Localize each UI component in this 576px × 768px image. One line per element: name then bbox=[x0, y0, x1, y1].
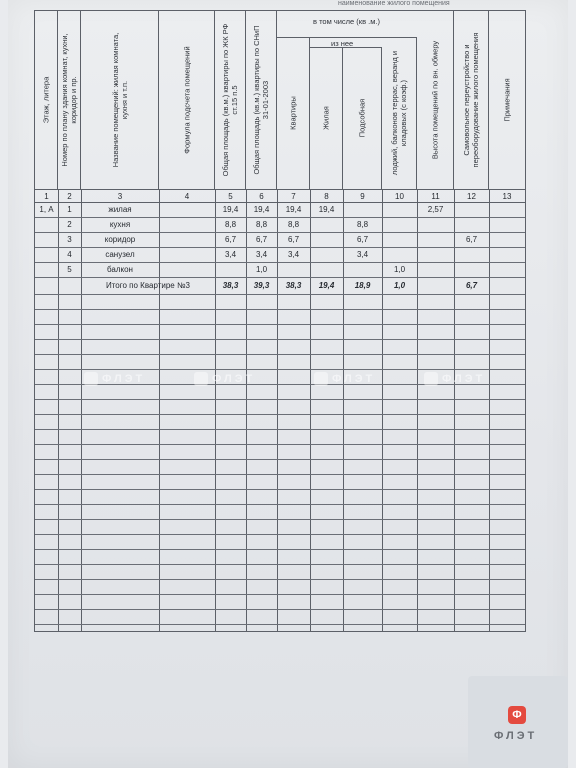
header-room-number-text: Номер по плану здания комнат, кухни, коридор и пр. bbox=[60, 33, 78, 167]
empty-row bbox=[35, 505, 525, 520]
cell-c7: 8,8 bbox=[287, 220, 300, 229]
watermark-logo-icon bbox=[84, 372, 98, 386]
empty-row bbox=[35, 535, 525, 550]
total-c6: 39,3 bbox=[253, 281, 270, 290]
total-label: Итого по Квартире №3 bbox=[105, 281, 191, 290]
cell-c11: 2,57 bbox=[427, 205, 444, 214]
empty-row bbox=[35, 490, 525, 505]
empty-row bbox=[35, 610, 525, 625]
empty-row bbox=[35, 355, 525, 370]
header-notes-text: Примечания bbox=[502, 78, 512, 122]
subgroup-label: из нее bbox=[331, 39, 354, 48]
cell-n: 2 bbox=[67, 220, 72, 229]
header-area-snip bbox=[246, 11, 277, 189]
cell-name: кухня bbox=[109, 220, 131, 229]
empty-row bbox=[35, 340, 525, 355]
header-room-number bbox=[58, 11, 81, 189]
empty-row bbox=[35, 550, 525, 565]
header-self-rebuild-text: Самовольное переустройство и переоборудование жилого помещения bbox=[462, 32, 480, 168]
header-auxiliary bbox=[343, 47, 382, 189]
cell-c6: 3,4 bbox=[255, 250, 268, 259]
cell-c6: 8,8 bbox=[255, 220, 268, 229]
watermark-logo-icon bbox=[194, 372, 208, 386]
group-label: в том числе (кв .м.) bbox=[313, 17, 380, 26]
total-c8: 19,4 bbox=[318, 281, 335, 290]
total-c7: 38,3 bbox=[285, 281, 302, 290]
col-num: 7 bbox=[291, 192, 296, 201]
header-room-name-text: Название помещений: жилая комната, кухня и т.п. bbox=[110, 32, 129, 168]
header-auxiliary-text: Подсобная bbox=[357, 98, 367, 138]
empty-row bbox=[35, 385, 525, 400]
header-floor bbox=[35, 11, 58, 189]
watermark: ФЛЭТ bbox=[314, 372, 375, 386]
watermark-logo-icon bbox=[314, 372, 328, 386]
watermark: ФЛЭТ bbox=[424, 372, 485, 386]
header-loggia bbox=[382, 37, 417, 189]
table-row bbox=[35, 218, 525, 233]
table-row bbox=[35, 233, 525, 248]
header-apartment bbox=[277, 37, 310, 189]
cell-c7: 19,4 bbox=[285, 205, 302, 214]
header-self-rebuild bbox=[454, 11, 489, 189]
header-apartment-text: Квартиры bbox=[288, 96, 298, 130]
col-num: 4 bbox=[184, 192, 190, 201]
cell-n: 1 bbox=[67, 205, 72, 214]
header-notes bbox=[489, 11, 525, 189]
watermark-logo-icon bbox=[424, 372, 438, 386]
empty-row bbox=[35, 430, 525, 445]
cell-name: коридор bbox=[104, 235, 136, 244]
header-formula bbox=[159, 11, 215, 189]
cell-c6: 6,7 bbox=[255, 235, 268, 244]
cell-name: санузел bbox=[105, 250, 135, 259]
empty-row bbox=[35, 520, 525, 535]
empty-row bbox=[35, 325, 525, 340]
cell-c12: 6,7 bbox=[465, 235, 478, 244]
cell-c9: 3,4 bbox=[356, 250, 369, 259]
empty-row bbox=[35, 595, 525, 610]
header-living bbox=[310, 47, 343, 189]
header-room-name bbox=[81, 11, 159, 189]
col-num: 2 bbox=[67, 192, 72, 201]
table-row bbox=[35, 263, 525, 278]
total-c12: 6,7 bbox=[465, 281, 478, 290]
header-area-jk-text: Общая площадь (кв.м.) квартиры по ЖК РФ ст.15 п.5 bbox=[221, 23, 239, 177]
explication-table bbox=[34, 10, 526, 632]
header-height-text: Высота помещений по вн. обмеру bbox=[430, 40, 440, 160]
empty-row bbox=[35, 445, 525, 460]
table-row bbox=[35, 248, 525, 263]
cell-c6: 1,0 bbox=[255, 265, 268, 274]
col-num: 10 bbox=[395, 192, 404, 201]
header-area-snip-text: Общая площадь (кв.м.) квартиры по СНиП 31-01-2003 bbox=[252, 25, 270, 175]
cell-c10: 1,0 bbox=[393, 265, 406, 274]
cell-c5: 8,8 bbox=[224, 220, 237, 229]
cell-n: 5 bbox=[67, 265, 72, 274]
col-num: 5 bbox=[228, 192, 233, 201]
cell-c8: 19,4 bbox=[318, 205, 335, 214]
header-area-jk bbox=[215, 11, 246, 189]
cell-c6: 19,4 bbox=[253, 205, 270, 214]
col-num: 8 bbox=[324, 192, 329, 201]
watermark: ФЛЭТ bbox=[84, 372, 145, 386]
cell-n: 4 bbox=[67, 250, 72, 259]
col-num: 13 bbox=[502, 192, 512, 201]
header-formula-text: Формула подсчета помещений bbox=[182, 46, 191, 154]
empty-row bbox=[35, 415, 525, 430]
empty-row bbox=[35, 580, 525, 595]
empty-row bbox=[35, 475, 525, 490]
table-row bbox=[35, 203, 525, 218]
cell-c5: 6,7 bbox=[224, 235, 237, 244]
col-num: 12 bbox=[467, 192, 476, 201]
cell-c5: 19,4 bbox=[222, 205, 239, 214]
brand-name: ФЛЭТ bbox=[494, 730, 538, 742]
cell-c7: 6,7 bbox=[287, 235, 300, 244]
total-c5: 38,3 bbox=[222, 281, 239, 290]
brand-logo-icon: Ф bbox=[508, 706, 526, 724]
cell-name: балкон bbox=[107, 265, 133, 274]
watermark: ФЛЭТ bbox=[194, 372, 255, 386]
empty-row bbox=[35, 295, 525, 310]
total-c9: 18,9 bbox=[354, 281, 371, 290]
col-num: 6 bbox=[259, 192, 264, 201]
cell-n: 3 bbox=[67, 235, 72, 244]
column-number-row bbox=[35, 189, 525, 203]
header-living-text: Жилая bbox=[321, 106, 331, 130]
cell-c7: 3,4 bbox=[287, 250, 300, 259]
col-num: 11 bbox=[431, 192, 440, 201]
brand-badge bbox=[468, 676, 568, 768]
col-num: 9 bbox=[360, 192, 365, 201]
empty-row bbox=[35, 310, 525, 325]
empty-row bbox=[35, 400, 525, 415]
document-page bbox=[8, 0, 568, 768]
total-c10: 1,0 bbox=[393, 281, 406, 290]
cell-c9: 6,7 bbox=[356, 235, 369, 244]
top-note: наименование жилого помещения bbox=[338, 0, 450, 7]
header-loggia-text: лоджий, балконов террас, веранд и кладовых (с коэф.) bbox=[390, 50, 408, 176]
cell-c5: 3,4 bbox=[224, 250, 237, 259]
col-num: 1 bbox=[44, 192, 49, 201]
cell-c9: 8,8 bbox=[356, 220, 369, 229]
total-row bbox=[35, 278, 525, 295]
col-num: 3 bbox=[117, 192, 123, 201]
empty-row bbox=[35, 565, 525, 580]
cell-floor: 1, А bbox=[39, 205, 54, 214]
cell-name: жилая bbox=[108, 205, 132, 214]
empty-row bbox=[35, 460, 525, 475]
header-floor-text: Этаж, литера bbox=[41, 76, 51, 124]
header-height bbox=[417, 11, 454, 189]
